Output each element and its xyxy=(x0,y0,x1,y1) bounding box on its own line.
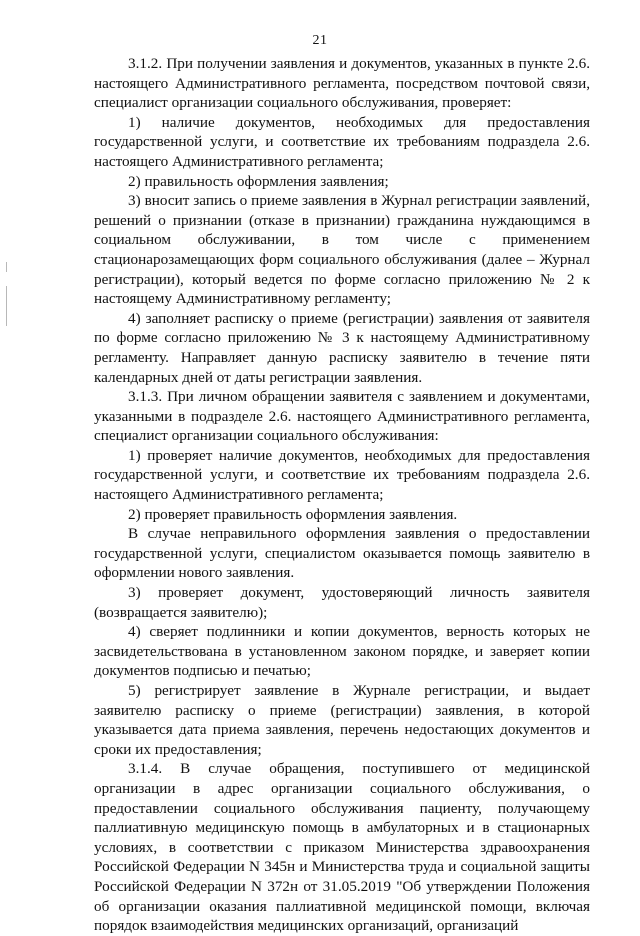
list-item-3: 3) вносит запись о приеме заявления в Журнал регистрации заявлений, решений о признании (отказе в признании) гражданина нуждающимся в социальном обслуживании, в том числе с применением стационарозамещающих форм социального обслуживания (далее – Журнал регистрации), который ведется по форме согласно приложению № 2 к настоящему Административному регламенту; xyxy=(94,192,590,308)
list-item-4: 4) заполняет расписку о приеме (регистрации) заявления от заявителя по форме согласно приложению № 3 к настоящему Административному регламенту. Направляет данную расписку заявителю в течение пяти календарных дней от даты регистрации заявления. xyxy=(94,309,590,386)
list-item-3: 3) проверяет документ, удостоверяющий личность заявителя (возвращается заявителю); xyxy=(94,584,590,621)
list-item-1: 1) проверяет наличие документов, необходимых для предоставления государственной услуги, и соответствие их требованиям подраздела 2.6. настоящего Административного регламента; xyxy=(94,446,590,504)
list-item-1: 1) наличие документов, необходимых для предоставления государственной услуги, и соответствие их требованиям подраздела 2.6. настоящего Административного регламента; xyxy=(94,113,590,170)
list-item-5: 5) регистрирует заявление в Журнале регистрации, и выдает заявителю расписку о приеме (регистрации) заявления, в которой указывается дата приема заявления, перечень недостающих документов и сроки их предоставления; xyxy=(94,682,590,758)
paragraph-note: В случае неправильного оформления заявления о предоставлении государственной услуги, специалистом оказывается помощь заявителю в оформлении нового заявления. xyxy=(94,525,590,582)
paragraph-3-1-2: 3.1.2. При получении заявления и документов, указанных в пункте 2.6. настоящего Административного регламента, посредством почтовой связи, специалист организации социального обслуживания, проверяет: xyxy=(94,55,590,112)
scan-edge-mark xyxy=(6,262,7,272)
list-item-2: 2) правильность оформления заявления; xyxy=(128,172,389,190)
document-body xyxy=(94,54,590,936)
paragraph-3-1-4: 3.1.4. В случае обращения, поступившего от медицинской организации в адрес организации социального обслуживания, о предоставлении социального обслуживания пациенту, получающему паллиативную медицинскую помощь в амбулаторных и в стационарных условиях, в соответствии с приказом Министерства здравоохранения Российской Федерации N 345н и Министерства труда и социальной защиты Российской Федерации N 372н от 31.05.2019 "Об утверждении Положения об организации оказания паллиативной медицинской помощи, включая порядок взаимодействия медицинских организаций, организаций xyxy=(94,760,590,935)
scan-edge-mark xyxy=(6,286,7,326)
page-number: 21 xyxy=(312,33,328,48)
list-item-2: 2) проверяет правильность оформления заявления. xyxy=(128,505,458,523)
list-item-4: 4) сверяет подлинники и копии документов, верность которых не засвидетельствована в установленном законом порядке, и заверяет копии документов подписью и печатью; xyxy=(94,623,590,680)
paragraph-3-1-3: 3.1.3. При личном обращении заявителя с заявлением и документами, указанными в подразделе 2.6. настоящего Административного регламента, специалист организации социального обслуживания: xyxy=(94,388,590,445)
